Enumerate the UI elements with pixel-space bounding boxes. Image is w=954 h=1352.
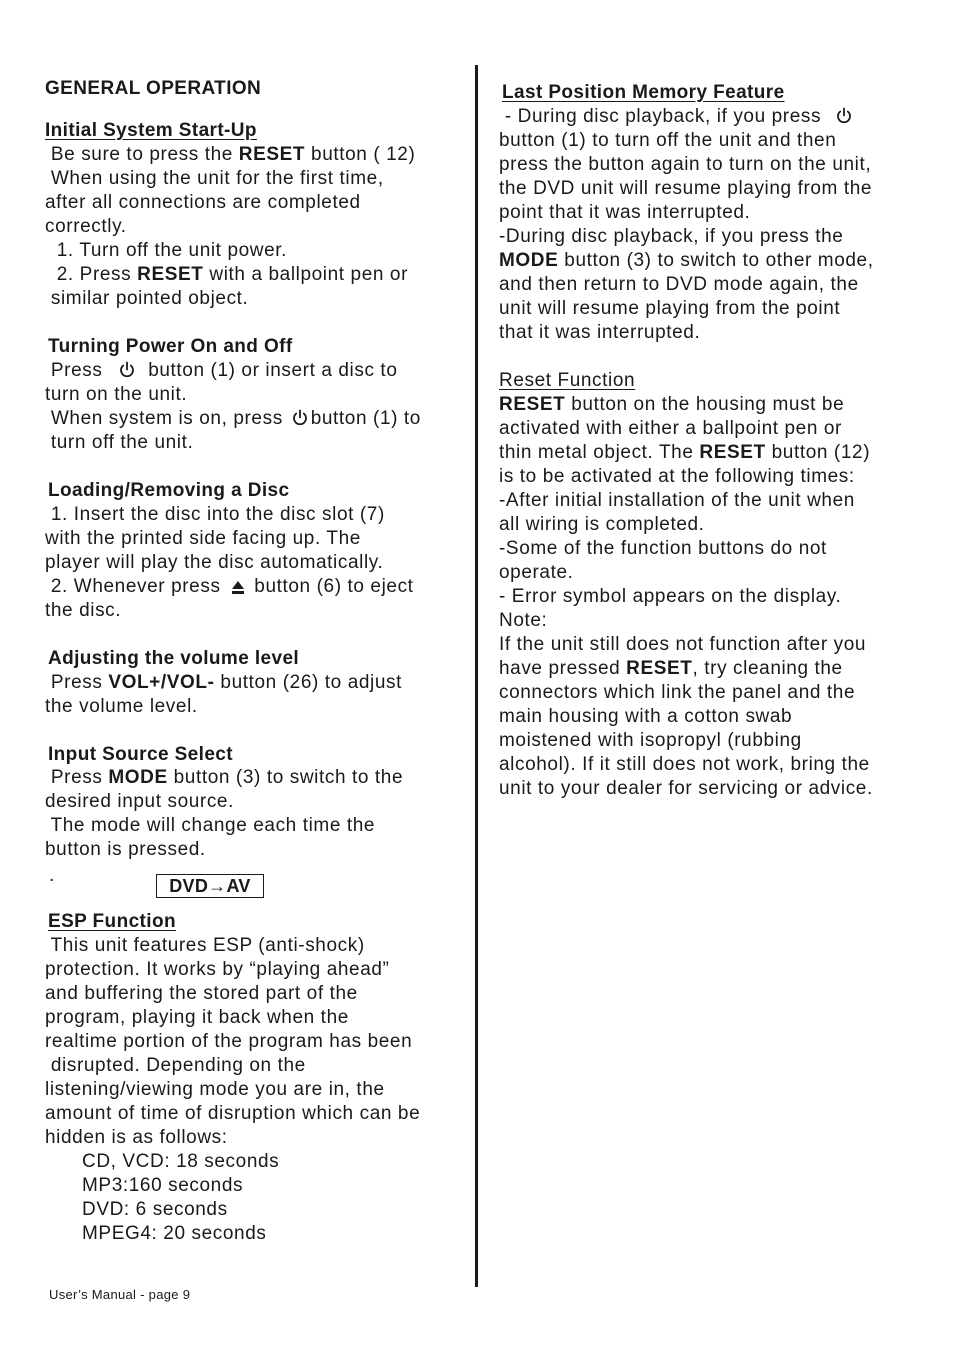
startup-line-2: When using the unit for the first time, <box>45 168 384 189</box>
input-line-4: button is pressed. <box>45 839 206 860</box>
reset-line-14: main housing with a cotton swab <box>499 706 793 727</box>
memory-line-3: press the button again to turn on the unit, <box>499 154 872 175</box>
memory-line-2: button (1) to turn off the unit and then <box>499 130 837 151</box>
reset-line-2: activated with either a ballpoint pen or <box>499 418 842 439</box>
esp-line-4: program, playing it back when the <box>45 1007 349 1028</box>
memory-line-6: -During disc playback, if you press the <box>499 226 844 247</box>
mode-sequence-box: DVD→AV <box>156 874 264 898</box>
startup-line-4: correctly. <box>45 216 127 237</box>
power-line-3: When system is on, press button (1) to <box>45 408 421 429</box>
startup-line-7: similar pointed object. <box>45 288 249 309</box>
heading-esp: ESP Function <box>48 911 176 932</box>
power-icon <box>118 361 136 379</box>
esp-time-dvd: DVD: 6 seconds <box>82 1199 228 1220</box>
reset-line-8: operate. <box>499 562 574 583</box>
page-footer: User’s Manual - page 9 <box>49 1287 191 1302</box>
heading-power: Turning Power On and Off <box>48 336 293 357</box>
power-line-1: Press button (1) or insert a disc to <box>45 360 398 381</box>
reset-line-6: all wiring is completed. <box>499 514 705 535</box>
input-line-2: desired input source. <box>45 791 234 812</box>
reset-line-11: If the unit still does not function after you <box>499 634 867 655</box>
memory-line-5: point that it was interrupted. <box>499 202 751 223</box>
memory-line-4: the DVD unit will resume playing from the <box>499 178 873 199</box>
reset-line-12: have pressed RESET, try cleaning the <box>499 658 843 679</box>
disc-line-5: the disc. <box>45 600 122 621</box>
esp-line-6: disrupted. Depending on the <box>45 1055 306 1076</box>
heading-input-source: Input Source Select <box>48 744 233 765</box>
volume-line-2: the volume level. <box>45 696 198 717</box>
column-divider <box>475 65 478 1287</box>
power-line-2: turn on the unit. <box>45 384 188 405</box>
reset-line-15: moistened with isopropyl (rubbing <box>499 730 802 751</box>
reset-line-7: -Some of the function buttons do not <box>499 538 827 559</box>
disc-line-4: 2. Whenever press button (6) to eject <box>45 576 414 597</box>
disc-line-1: 1. Insert the disc into the disc slot (7) <box>45 504 385 525</box>
reset-line-1: RESET button on the housing must be <box>499 394 845 415</box>
heading-last-position-memory: Last Position Memory Feature <box>502 82 785 103</box>
startup-line-6: 2. Press RESET with a ballpoint pen or <box>45 264 409 285</box>
esp-line-1: This unit features ESP (anti-shock) <box>45 935 365 956</box>
reset-note-label: Note: <box>499 610 548 631</box>
page-title: GENERAL OPERATION <box>45 78 262 99</box>
reset-line-3: thin metal object. The RESET button (12) <box>499 442 871 463</box>
memory-line-7: MODE button (3) to switch to other mode, <box>499 250 874 271</box>
esp-line-7: listening/viewing mode you are in, the <box>45 1079 385 1100</box>
memory-line-8: and then return to DVD mode again, the <box>499 274 859 295</box>
esp-line-2: protection. It works by “playing ahead” <box>45 959 390 980</box>
esp-line-8: amount of time of disruption which can be <box>45 1103 421 1124</box>
reset-line-13: connectors which link the panel and the <box>499 682 856 703</box>
heading-disc: Loading/Removing a Disc <box>48 480 290 501</box>
input-line-3: The mode will change each time the <box>45 815 376 836</box>
memory-line-10: that it was interrupted. <box>499 322 701 343</box>
memory-line-1: - During disc playback, if you press <box>499 105 853 129</box>
startup-line-1: Be sure to press the RESET button ( 12) <box>45 144 416 165</box>
power-icon <box>291 409 309 427</box>
reset-line-17: unit to your dealer for servicing or advice. <box>499 778 873 799</box>
reset-line-9: - Error symbol appears on the display. <box>499 586 842 607</box>
esp-time-cd-vcd: CD, VCD: 18 seconds <box>82 1151 280 1172</box>
volume-line-1: Press VOL+/VOL- button (26) to adjust <box>45 672 403 693</box>
reset-line-4: is to be activated at the following times: <box>499 466 855 487</box>
esp-line-5: realtime portion of the program has been <box>45 1031 413 1052</box>
reset-line-5: -After initial installation of the unit when <box>499 490 855 511</box>
disc-line-3: player will play the disc automatically. <box>45 552 384 573</box>
reset-line-16: alcohol). If it still does not work, bring the <box>499 754 870 775</box>
input-line-1: Press MODE button (3) to switch to the <box>45 767 404 788</box>
heading-volume: Adjusting the volume level <box>48 648 300 669</box>
esp-time-mp3: MP3:160 seconds <box>82 1175 244 1196</box>
power-icon <box>835 107 853 125</box>
eject-icon <box>230 578 246 596</box>
disc-line-2: with the printed side facing up. The <box>45 528 361 549</box>
esp-line-3: and buffering the stored part of the <box>45 983 358 1004</box>
heading-initial-startup: Initial System Start-Up <box>45 120 257 141</box>
input-dot: . <box>49 865 55 886</box>
esp-time-mpeg4: MPEG4: 20 seconds <box>82 1223 267 1244</box>
heading-reset-function: Reset Function <box>499 370 636 391</box>
startup-line-5: 1. Turn off the unit power. <box>45 240 288 261</box>
memory-line-9: unit will resume playing from the point <box>499 298 841 319</box>
esp-line-9: hidden is as follows: <box>45 1127 228 1148</box>
power-line-4: turn off the unit. <box>45 432 194 453</box>
startup-line-3: after all connections are completed <box>45 192 361 213</box>
